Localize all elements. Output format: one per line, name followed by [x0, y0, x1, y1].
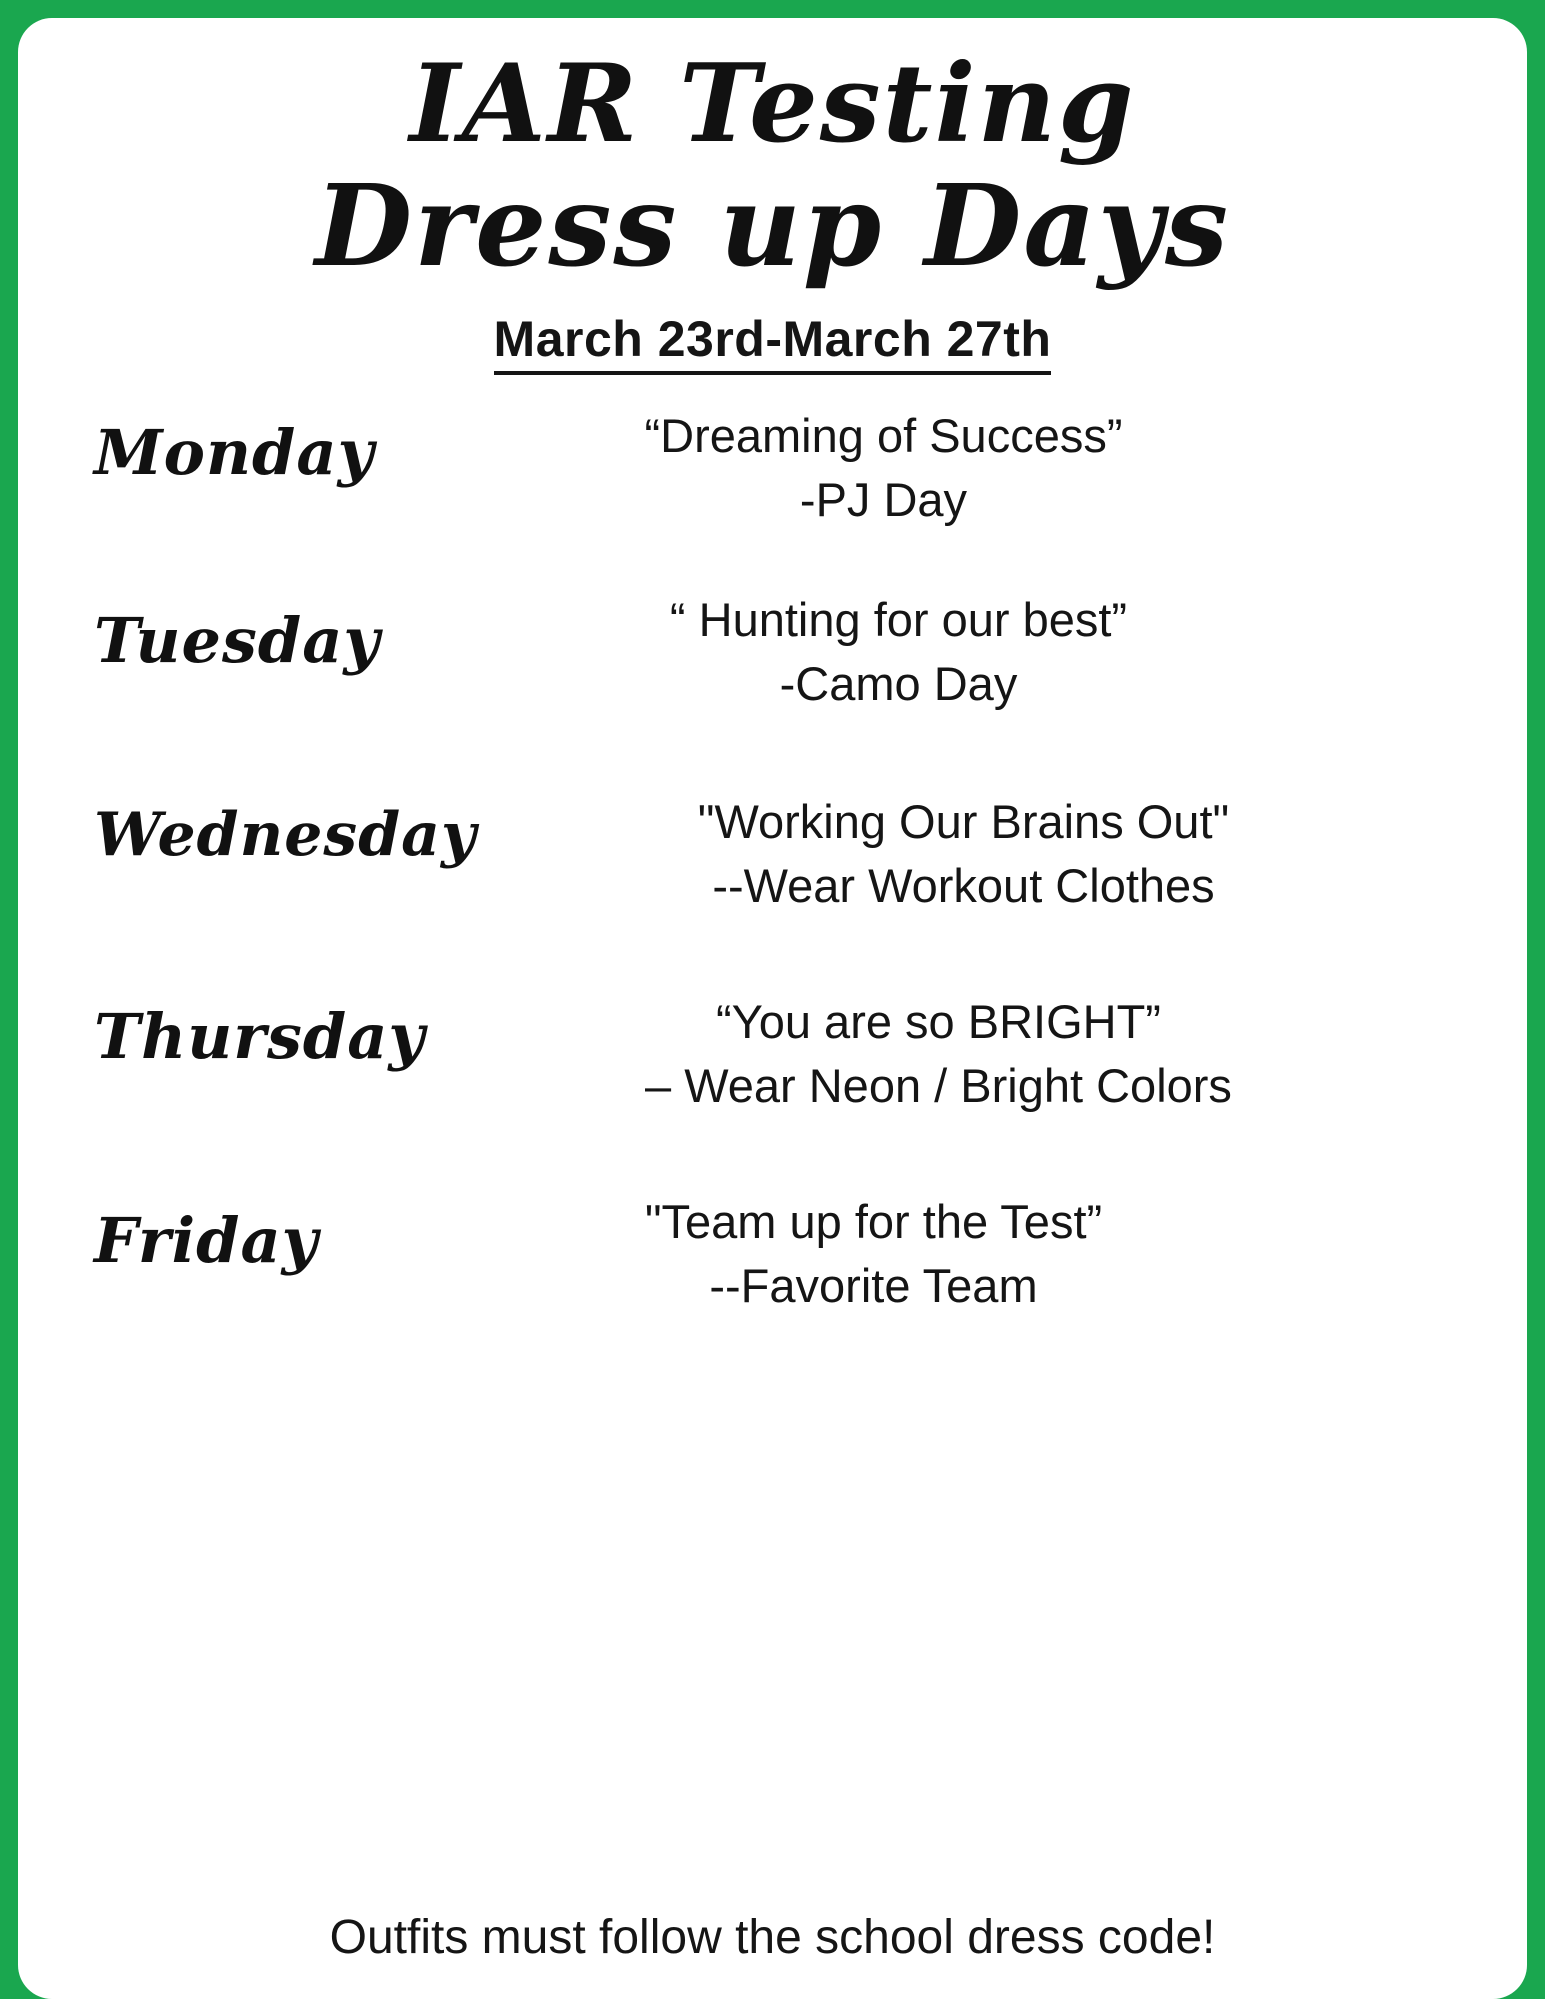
day-theme-monday: “Dreaming of Success”	[644, 409, 1123, 462]
day-activity-thursday: – Wear Neon / Bright Colors	[645, 1059, 1232, 1112]
day-row	[18, 990, 1527, 1118]
day-row	[18, 1190, 1527, 1318]
poster-footer-note: Outfits must follow the school dress code!	[329, 1911, 1216, 1964]
day-name-monday: Monday	[94, 416, 375, 489]
day-name-tuesday: Tuesday	[94, 604, 381, 677]
day-detail-friday	[394, 1190, 1463, 1318]
day-activity-wednesday: --Wear Workout Clothes	[712, 859, 1215, 912]
day-name-thursday: Thursday	[94, 1000, 426, 1073]
poster-date-range	[18, 310, 1527, 368]
day-activity-monday: -PJ Day	[799, 473, 968, 526]
day-activity-tuesday: -Camo Day	[779, 657, 1018, 710]
day-activity-friday: --Favorite Team	[709, 1259, 1038, 1312]
day-row	[18, 404, 1527, 532]
day-theme-friday: "Team up for the Test”	[644, 1195, 1103, 1248]
day-theme-wednesday: "Working Our Brains Out"	[697, 795, 1230, 848]
day-name-wednesday: Wednesday	[94, 800, 477, 870]
day-detail-monday	[394, 404, 1463, 532]
poster-date-range-text: March 23rd-March 27th	[494, 311, 1052, 375]
day-detail-wednesday	[474, 790, 1463, 918]
day-theme-thursday: “You are so BRIGHT”	[716, 995, 1161, 1048]
day-row	[18, 588, 1527, 716]
poster-title-line-1: IAR Testing	[409, 41, 1136, 167]
dress-up-day-list	[18, 404, 1527, 1318]
day-detail-tuesday	[394, 588, 1463, 716]
day-theme-tuesday: “ Hunting for our best”	[669, 593, 1128, 646]
day-row	[18, 790, 1527, 918]
day-detail-thursday	[434, 990, 1463, 1118]
poster-body	[18, 18, 1527, 1999]
poster-title-block	[18, 18, 1527, 292]
day-name-friday: Friday	[94, 1204, 319, 1277]
poster-title-line-2: Dress up Days	[314, 161, 1231, 292]
